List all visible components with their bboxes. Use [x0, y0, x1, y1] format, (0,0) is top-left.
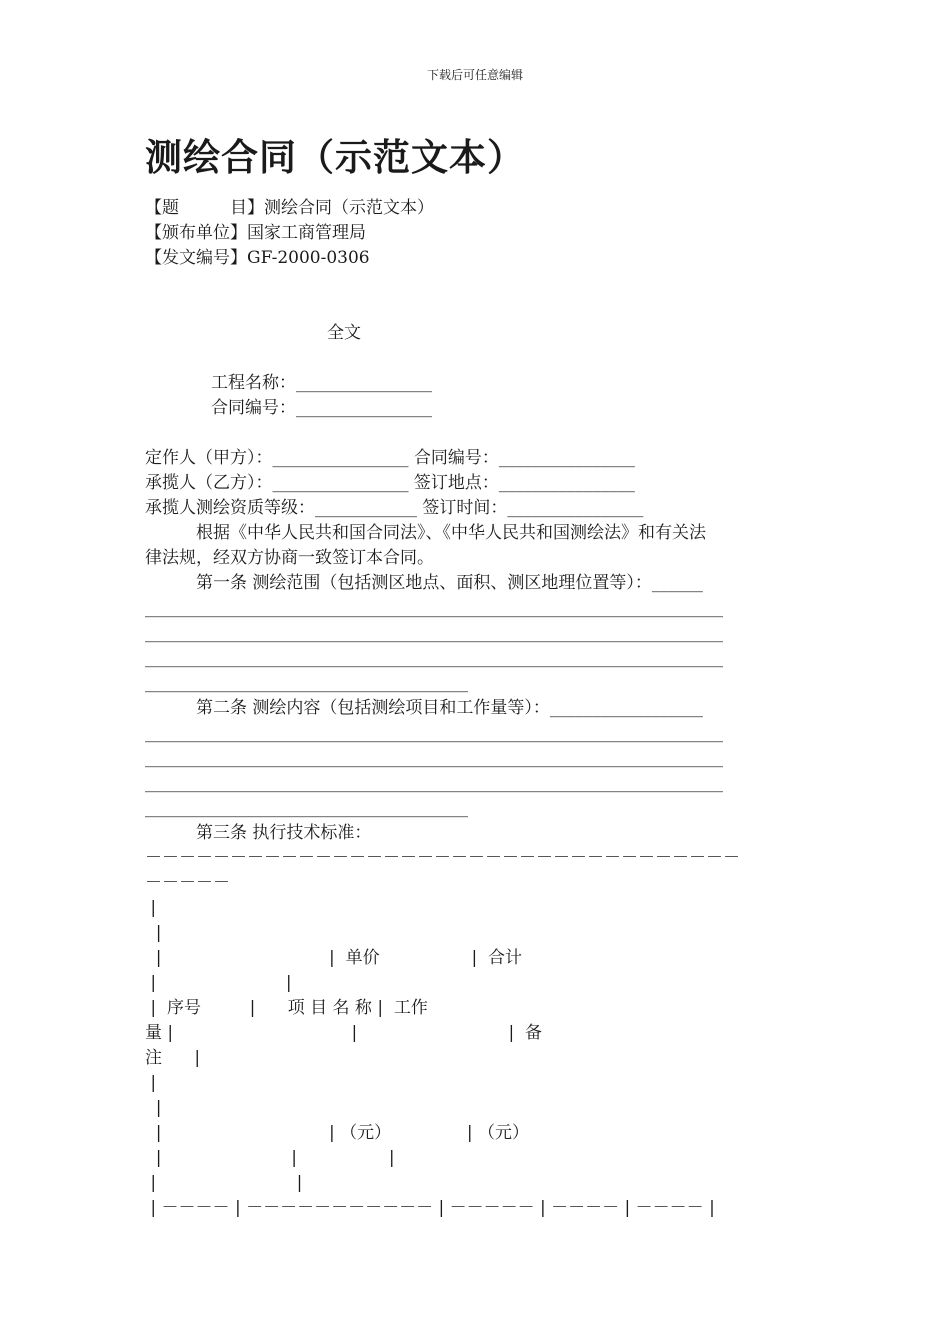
table-line: －－－－－－－－－－－－－－－－－－－－－－－－－－－－－－－－－－－	[145, 848, 740, 868]
table-line: | |	[145, 1173, 303, 1193]
header-note: 下载后可任意编辑	[426, 68, 523, 82]
preamble-line: 律法规，经双方协商一致签订本合同。	[145, 548, 434, 568]
table-line: |	[145, 923, 162, 943]
article-2-heading: 第二条 测绘内容（包括测绘项目和工作量等）：__________________	[145, 698, 703, 718]
table-line: |	[145, 1073, 157, 1093]
table-line: |	[145, 1098, 162, 1118]
article-1-blank: ____________________________________________________________________	[145, 623, 723, 643]
meta-title: 【题 目】测绘合同（示范文本）	[145, 198, 434, 218]
table-line: | | |	[145, 1148, 395, 1168]
table-line: |	[145, 898, 157, 918]
qualification-line: 承揽人测绘资质等级：____________ 签订时间：________________	[145, 498, 644, 518]
fulltext-label: 全文	[327, 323, 361, 343]
table-line: －－－－－	[145, 873, 230, 893]
article-1-blank: ____________________________________________________________________	[145, 648, 723, 668]
table-line: | －－－－ | －－－－－－－－－－－ | －－－－－ | －－－－ | －－－－ |	[145, 1198, 715, 1218]
article-1-heading: 第一条 测绘范围（包括测区地点、面积、测区地理位置等）：______	[145, 573, 703, 593]
table-line: 注 |	[145, 1048, 201, 1068]
article-2-blank: ____________________________________________________________________	[145, 748, 723, 768]
article-2-blank: ______________________________________	[145, 798, 468, 818]
party-a-line: 定作人（甲方）：________________ 合同编号：________________	[145, 448, 635, 468]
article-2-blank: ____________________________________________________________________	[145, 723, 723, 743]
project-no-line: 合同编号：________________	[211, 398, 432, 418]
meta-doc-number: 【发文编号】GF-2000-0306	[145, 248, 370, 268]
table-line: 量 | | | 备	[145, 1023, 543, 1043]
article-2-blank: ____________________________________________________________________	[145, 773, 723, 793]
party-b-line: 承揽人（乙方）：________________ 签订地点：________________	[145, 473, 635, 493]
article-3-heading: 第三条 执行技术标准：	[145, 823, 372, 843]
table-line: | |	[145, 973, 292, 993]
table-line: | | 单价 | 合计	[145, 948, 522, 968]
table-line: | 序号 | 项 目 名 称 | 工作	[145, 998, 428, 1018]
article-1-blank: ______________________________________	[145, 673, 468, 693]
preamble-line: 根据《中华人民共和国合同法》、《中华人民共和国测绘法》和有关法	[145, 523, 706, 543]
project-name-line: 工程名称：________________	[211, 373, 432, 393]
document-title: 测绘合同（示范文本）	[145, 136, 525, 179]
meta-issuer: 【颁布单位】国家工商管理局	[145, 223, 366, 243]
article-1-blank: ____________________________________________________________________	[145, 598, 723, 618]
table-line: | | （元） | （元）	[145, 1123, 529, 1143]
